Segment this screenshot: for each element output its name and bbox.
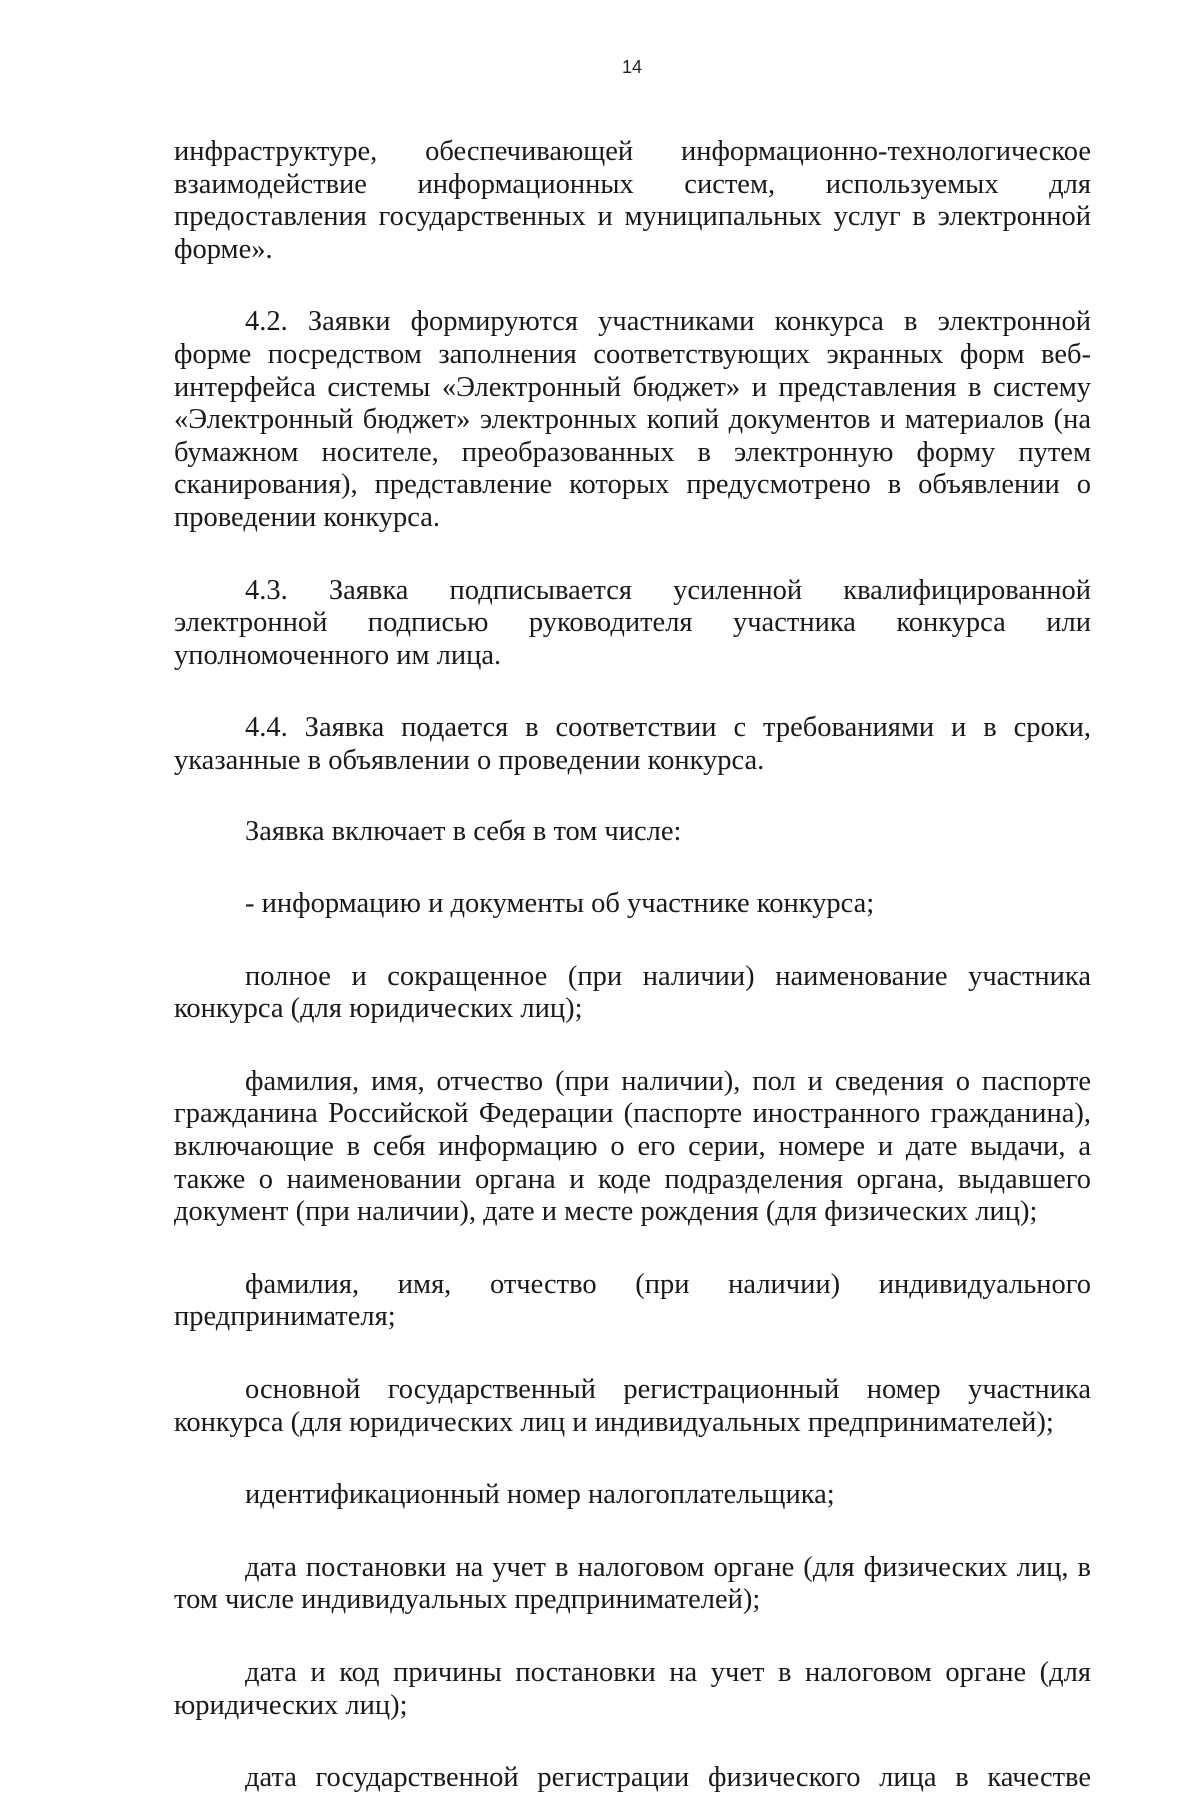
list-item: основной государственный регистрационный номер участника конкурса (для юридических лиц и индивидуальных предпринимателей); [174,1374,1091,1438]
paragraph-4-2: 4.2. Заявки формируются участниками конкурса в электронной форме посредством заполнения соответствующих экранных форм веб-интерфейса системы «Электронный бюджет» и представления в систему «Электронный бюджет» электронных копий документов и материалов (на бумажном носителе, преобразованных в электронную форму путем сканирования), представление которых предусмотрено в объявлении о проведении конкурса. [174,306,1091,533]
list-item: дата государственной регистрации физического лица в качестве [245,1762,1091,1794]
paragraph-4-3: 4.3. Заявка подписывается усиленной квалифицированной электронной подписью руководителя участника конкурса или уполномоченного им лица. [174,574,1091,671]
list-item: фамилия, имя, отчество (при наличии), пол и сведения о паспорте гражданина Российской Федерации (паспорте иностранного гражданина), включающие в себя информацию о его серии, номере и дате выдачи, а также о наименовании органа и коде подразделения органа, выдавшего документ (при наличии), дате и месте рождения (для физических лиц); [174,1065,1091,1228]
paragraph-4-4: 4.4. Заявка подается в соответствии с требованиями и в сроки, указанные в объявлении о проведении конкурса. [174,712,1091,776]
page-number: 14 [621,57,643,77]
document-body [174,136,1091,1795]
list-item: дата постановки на учет в налоговом органе (для физических лиц, в том числе индивидуальных предпринимателей); [174,1551,1091,1616]
list-item: фамилия, имя, отчество (при наличии) индивидуального предпринимателя; [174,1268,1091,1333]
list-item: - информацию и документы об участнике конкурса; [245,888,875,920]
paragraph-continuation: инфраструктуре, обеспечивающей информационно-технологическое взаимодействие информационных систем, используемых для предоставления государственных и муниципальных услуг в электронной форме». [174,136,1091,265]
list-item: идентификационный номер налогоплательщика; [245,1479,835,1511]
list-item: дата и код причины постановки на учет в налоговом органе (для юридических лиц); [174,1657,1091,1721]
paragraph-list-intro: Заявка включает в себя в том числе: [245,815,682,847]
list-item: полное и сокращенное (при наличии) наименование участника конкурса (для юридических лиц); [174,960,1091,1025]
